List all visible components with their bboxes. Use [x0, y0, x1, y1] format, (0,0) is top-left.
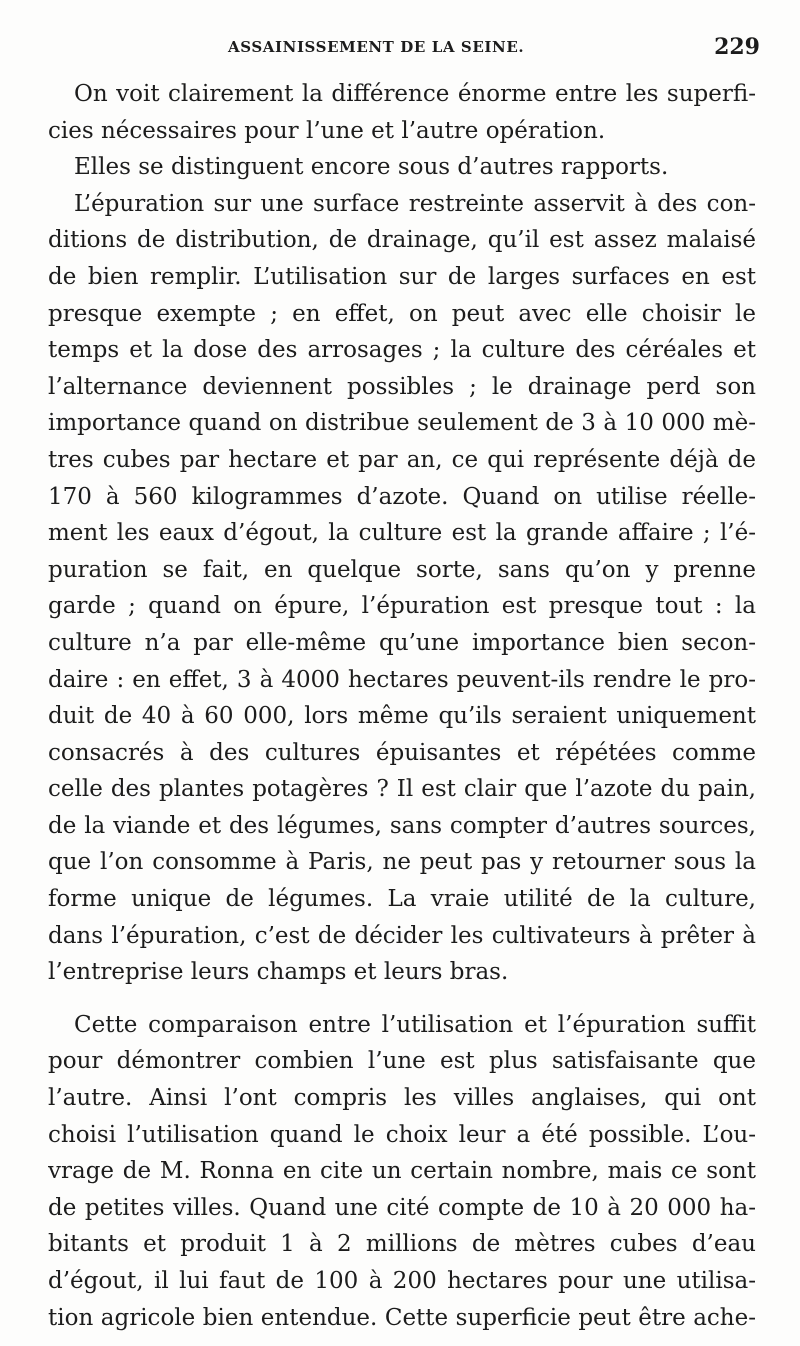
text-line: vrage de M. Ronna en cite un certain nombre, mais ce sont: [48, 1158, 756, 1185]
text-line: importance quand on distribue seulement de 3 à 10 000 mè-: [48, 410, 756, 437]
text-line: Elles se distinguent encore sous d’autres rapports.: [74, 154, 669, 181]
paragraph-3: [48, 186, 756, 991]
text-line: consacrés à des cultures épuisantes et répétées comme: [48, 739, 756, 766]
text-line: choisi l’utilisation quand le choix leur a été possible. L’ou-: [48, 1121, 756, 1148]
text-line: temps et la dose des arrosages ; la culture des céréales et: [48, 337, 756, 364]
text-line: L’épuration sur une surface restreinte asservit à des con-: [74, 190, 756, 217]
text-line: Cette comparaison entre l’utilisation et l’épuration suffit: [74, 1011, 756, 1038]
text-line: que l’on consomme à Paris, ne peut pas y retourner sous la: [48, 849, 756, 876]
text-line: garde ; quand on épure, l’épuration est presque tout : la: [48, 593, 756, 620]
text-line: ment les eaux d’égout, la culture est la grande affaire ; l’é-: [48, 520, 756, 547]
text-line: puration se fait, en quelque sorte, sans qu’on y prenne: [48, 556, 756, 583]
paragraph-2: [48, 149, 756, 186]
running-head: [48, 34, 760, 64]
text-line: l’alternance deviennent possibles ; le drainage perd son: [48, 373, 756, 400]
body-text: [48, 76, 756, 1336]
page-number: 229: [714, 34, 760, 60]
paragraph-gap: [48, 991, 756, 1007]
text-line: forme unique de légumes. La vraie utilité de la culture,: [48, 886, 756, 913]
text-line: tres cubes par hectare et par an, ce qui représente déjà de: [48, 446, 756, 473]
text-line: de la viande et des légumes, sans compter d’autres sources,: [48, 812, 756, 839]
text-line: daire : en effet, 3 à 4000 hectares peuvent-ils rendre le pro-: [48, 666, 756, 693]
text-line: pour démontrer combien l’une est plus satisfaisante que: [48, 1048, 756, 1075]
text-line: ditions de distribution, de drainage, qu’il est assez malaisé: [48, 227, 756, 254]
text-line: de bien remplir. L’utilisation sur de larges surfaces en est: [48, 263, 756, 290]
running-head-title: ASSAINISSEMENT DE LA SEINE.: [228, 38, 525, 56]
text-line: dans l’épuration, c’est de décider les cultivateurs à prêter à: [48, 922, 756, 949]
text-line: On voit clairement la différence énorme entre les superfi-: [74, 81, 756, 107]
text-line: l’entreprise leurs champs et leurs bras.: [48, 959, 509, 986]
text-line: celle des plantes potagères ? Il est clair que l’azote du pain,: [48, 776, 756, 803]
text-line: d’égout, il lui faut de 100 à 200 hectares pour une utilisa-: [48, 1268, 756, 1294]
text-line: cies nécessaires pour l’une et l’autre opération.: [48, 117, 606, 144]
text-line: l’autre. Ainsi l’ont compris les villes anglaises, qui ont: [48, 1085, 756, 1112]
text-line: 170 à 560 kilogrammes d’azote. Quand on utilise réelle-: [48, 483, 756, 510]
text-line: presque exempte ; en effet, on peut avec elle choisir le: [48, 300, 756, 327]
text-line: de petites villes. Quand une cité compte de 10 à 20 000 ha-: [48, 1194, 756, 1221]
paragraph-4: [48, 1007, 756, 1336]
text-line: duit de 40 à 60 000, lors même qu’ils seraient uniquement: [48, 703, 756, 730]
text-line: culture n’a par elle-même qu’une importance bien secon-: [48, 629, 756, 656]
text-line: tion agricole bien entendue. Cette superficie peut être ache-: [48, 1304, 756, 1331]
text-line: bitants et produit 1 à 2 millions de mètres cubes d’eau: [48, 1231, 756, 1258]
paragraph-1: [48, 76, 756, 149]
